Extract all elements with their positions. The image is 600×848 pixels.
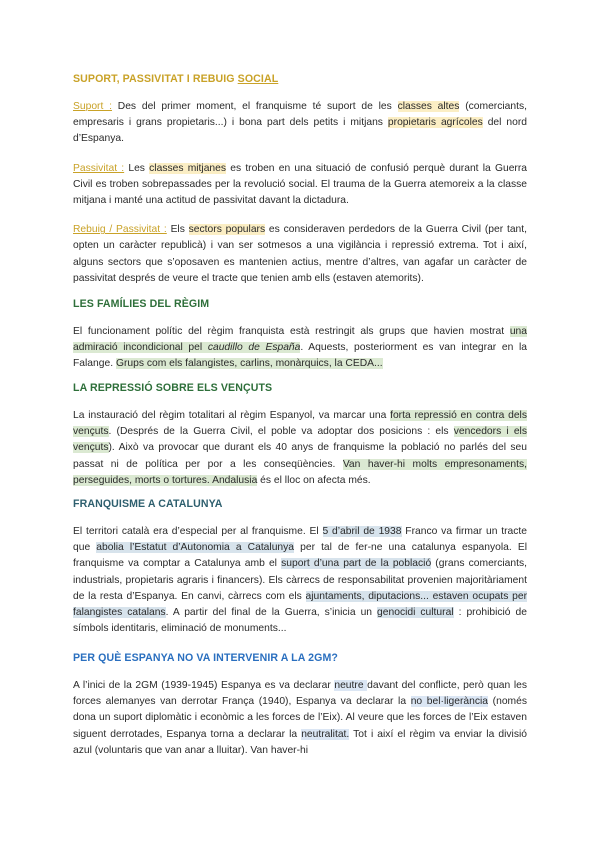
- paragraph-rebuig: Rebuig / Passivitat : Els sectors populars es consideraven perdedors de la Guerra Civil (per tant, opten un caràcter republicà) i van ser sotmesos a una vigilància i repressió extrema. Tot i així, alguns sectors que s’oposaven es mantenien actius, mentre d’altres, van agafar un caràcter de passivitat després de veure el tracte que tenien amb ells (estaven atemorits).: [73, 224, 528, 284]
- section-repression: [73, 381, 527, 489]
- paragraph-suport: Suport : Des del primer moment, el franquisme té suport de les classes altes (comerciants, empresaris i grans propietaris...) i bona part dels petits i mitjans propietaris agrícoles del nord d’Espanya.: [73, 101, 527, 145]
- label-passivitat: Passivitat :: [73, 162, 125, 174]
- label-suport: Suport :: [73, 101, 112, 112]
- paragraph-passivitat: Passivitat : Les classes mitjanes es troben en una situació de confusió perquè durant la Guerra Civil es troben sobrepassades per la revolució social. El trauma de la Guerra atemoreix a la classe mitjana i manté una actitud de passivitat davant la dictadura.: [73, 162, 528, 207]
- paragraph-2gm: A l’inici de la 2GM (1939-1945) Espanya es va declarar neutre davant del conflicte, però quan les forces alemanyes van derrotar França (1940), Espanya va declarar la no bel·ligerància (només dona un suport diplomàtic i econòmic a les forces de l’Eix). Al veure que les forces de l’Eix estaven siguent derrotades, Espanya torna a declarar la neutralitat. Tot i així el règim va enviar la divisió azul (voluntaris que van anar a lluitar). Van haver-hi: [73, 680, 528, 756]
- heading-support: SUPORT, PASSIVITAT I REBUIG SOCIAL: [73, 73, 279, 85]
- section-2gm: [73, 651, 527, 759]
- heading-2gm: PER QUÈ ESPANYA NO VA INTERVENIR A LA 2GM?: [73, 652, 338, 664]
- heading-families: LES FAMÍLIES DEL RÈGIM: [73, 298, 210, 310]
- heading-catalunya: FRANQUISME A CATALUNYA: [73, 498, 223, 510]
- section-families: [73, 297, 527, 373]
- heading-repression: LA REPRESSIÓ SOBRE ELS VENÇUTS: [73, 382, 273, 394]
- section-catalunya: [73, 497, 527, 637]
- section-support: [73, 72, 527, 287]
- paragraph-catalunya: El territori català era d’especial per al franquisme. El 5 d’abril de 1938 Franco va firmar un tracte que abolia l’Estatut d’Autonomia a Catalunya per tal de fer-ne una catalunya espanyola. El franquisme va comptar a Catalunya amb el suport d’una part de la població (grans comerciants, industrials, propietaris agraris i financers). Els càrrecs de responsabilitat provenien majoritàriament de la resta d’Espanya. En canvi, càrrecs com els ajuntaments, diputacions... estaven ocupats per falangistes catalans. A partir del final de la Guerra, s’inicia un genocidi cultural : prohibició de símbols identitaris, eliminació de monuments...: [73, 526, 527, 635]
- paragraph-repression: La instauració del règim totalitari al règim Espanyol, va marcar una forta repressió en contra dels vençuts. (Després de la Guerra Civil, el poble va adoptar dos posicions : els vencedors i els vençuts). Això va provocar que durant els 40 anys de franquisme la població no parlés del seu passat ni de política per por a les conseqüències. Van haver-hi molts empresonaments, perseguides, morts o tortures. Andalusia és el lloc on afecta més.: [73, 410, 527, 486]
- paragraph-families: El funcionament polític del règim franquista està restringit als grups que havien mostrat una admiració incondicional pel caudillo de España. Aquests, posteriorment es van integrar en la Falange. Grups com els falangistes, carlins, monàrquics, la CEDA...: [73, 326, 527, 370]
- label-rebuig: Rebuig / Passivitat :: [73, 224, 167, 236]
